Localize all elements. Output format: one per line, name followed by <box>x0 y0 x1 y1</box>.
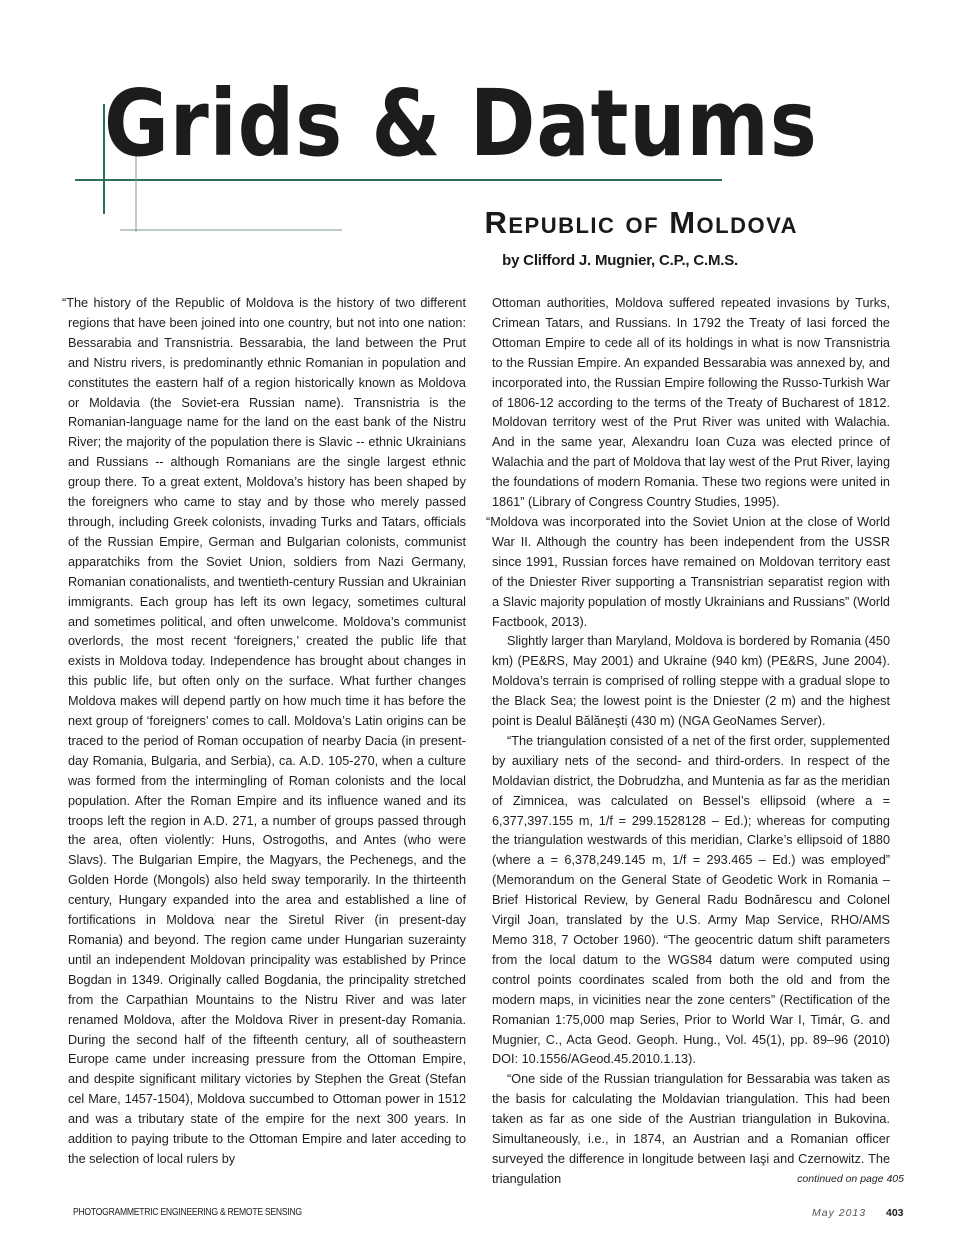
paragraph: “The history of the Republic of Moldova is the history of two different regions that have been joined into one country, but not into one nation: Bessarabia and Transnistria. Bessarabia, the land between the Prut and Nistru rivers, is predominantly ethnic Romanian in population and constitutes the eastern half of a region historically known as Moldova or Moldavia (the Soviet-era Russian name). Transnistria is the Romanian-language name for the land on the east bank of the Nistru River; the majority of the population there is Slavic -- ethnic Ukrainians and Russians -- although Romanians are the single largest ethnic group there. To a great extent, Moldova’s history has been shaped by the foreigners who came to stay and by those who merely passed through, including Greek colonists, invading Turks and Tatars, officials of the Russian Empire, German and Bulgarian colonists, communist apparatchiks from the Soviet Union, soldiers from Nazi Germany, Romanian conationalists, and twentieth-century Russian and Ukrainian immigrants. Each group has left its own legacy, sometimes cultural and sometimes political, and often unwelcome. Moldova’s communist overlords, the most recent ‘foreigners,’ created the public life that exists in Moldova today. Independence has brought about changes in this public life, but often only on the surface. What further changes Moldova makes will depend partly on how much time it has before the next group of ‘foreigners’ comes to call. Moldova’s Latin origins can be traced to the period of Roman occupation of nearby Dacia (in present-day Romania, Bulgaria, and Serbia), ca. A.D. 105-270, when a culture was formed from the intermingling of Roman colonists and the local population. After the Roman Empire and its influence waned and its troops left the region in A.D. 271, a number of groups passed through the area, often violently: Huns, Ostrogoths, and Antes (who were Slavs). The Bulgarian Empire, the Magyars, the Pechenegs, and the Golden Horde (Mongols) also held sway temporarily. In the thirteenth century, Hungary expanded into the area and established a line of fortifications in Moldova near the Siretul River (in present-day Romania) and beyond. The region came under Hungarian suzerainty until an independent Moldovan principality was established by Prince Bogdan in 1349. Originally called Bogdania, the principality stretched from the Carpathian Mountains to the Nistru River and was later renamed Moldova, after the Moldova River in present-day Romania. During the second half of the fifteenth century, all of southeastern Europe came under increasing pressure from the Ottoman Empire, and despite significant military victories by Stephen the Great (Stefan cel Mare, 1457-1504), Moldova succumbed to Ottoman power in 1512 and was a tributary state of the empire for the next 300 years. In addition to paying tribute to the Ottoman Empire and later acceding to the selection of local rulers by <box>62 296 466 1166</box>
left-column <box>62 294 466 1170</box>
paragraph: Slightly larger than Maryland, Moldova is bordered by Romania (450 km) (PE&RS, May 2001) and Ukraine (940 km) (PE&RS, June 2004). Moldova’s terrain is comprised of rolling steppe with a gradual slope to the Black Sea; the lowest point is the Dniester (2 m) and the highest point is Dealul Bălăneşti (430 m) (NGA GeoNames Server). <box>492 634 890 729</box>
masthead-title: Grids & Datums <box>104 70 818 177</box>
page-number: 403 <box>886 1207 904 1219</box>
right-column <box>486 294 890 1190</box>
paragraph: Ottoman authorities, Moldova suffered repeated invasions by Turks, Crimean Tatars, and Russians. In 1792 the Treaty of Iasi forced the Ottoman Empire to cede all of its holdings in what is now Transnistria to the Russian Empire. An expanded Bessarabia was annexed by, and incorporated into, the Russian Empire following the Russo-Turkish War of 1806-12 according to the terms of the Treaty of Bucharest of 1812. Moldovan territory west of the Prut River was united with Walachia. And in the same year, Alexandru Ioan Cuza was elected prince of Walachia and the part of Moldova that lay west of the Prut River, laying the foundations of modern Romania. These two regions were united in 1861” (Library of Congress Country Studies, 1995). <box>492 296 890 510</box>
paragraph: “Moldova was incorporated into the Soviet Union at the close of World War II. Although the country has been independent from the USSR since 1991, Russian forces have remained on Moldovan territory east of the Dniester River supporting a Transnistrian separatist region with a Slavic majority population of mostly Ukrainians and Russians” (World Factbook, 2013). <box>486 514 890 629</box>
paragraph: “The triangulation consisted of a net of the first order, supplemented by auxiliary nets of the second- and third-orders. In respect of the Moldavian district, the Dobrudzha, and Muntenia as far as the meridian of Zimnicea, was calculated on Bessel’s ellipsoid (where a = 6,377,397.155 m, 1/f = 299.1528128 – Ed.); whereas for computing the triangulation westwards of this meridian, Clarke’s ellipsoid of 1880 (where a = 6,378,249.145 m, 1/f = 293.465 – Ed.) was employed” (Memorandum on the General State of Geodetic Work in Romania – Brief Historical Review, by General Radu Bodnărescu and Colonel Virgil Joan, translated by the U.S. Army Map Service, RHO/AMS Memo 318, 7 October 1960). “The geocentric datum shift parameters from the local datum to the WGS84 datum were computed using control points coordinates scaled from both the old and from the modern maps, in vicinities near the zone centers” (Rectification of the Romanian 1:75,000 map Series, Prior to World War I, Timár, G. and Mugnier, C., Acta Geod. Geoph. Hung., Vol. 45(1), pp. 89–96 (2010) DOI: 10.1556/AGeod.45.2010.1.13). <box>492 733 890 1067</box>
footer-journal-name: PHOTOGRAMMETRIC ENGINEERING & REMOTE SENSING <box>73 1207 302 1218</box>
author-byline: by Clifford J. Mugnier, C.P., C.M.S. <box>502 252 738 269</box>
continued-note: continued on page 405 <box>797 1173 904 1185</box>
article-title: Republic of Moldova <box>484 205 798 240</box>
paragraph: “One side of the Russian triangulation for Bessarabia was taken as the basis for calculating the Moldavian triangulation. This had been taken as far as one side of the Austrian triangulation in Bukovina. Simultaneously, i.e., in 1874, an Austrian and a Romanian officer surveyed the difference in longitude between Iaşi and Czernowitz. The triangulation <box>492 1072 890 1186</box>
footer-date: May 2013 <box>812 1207 867 1219</box>
